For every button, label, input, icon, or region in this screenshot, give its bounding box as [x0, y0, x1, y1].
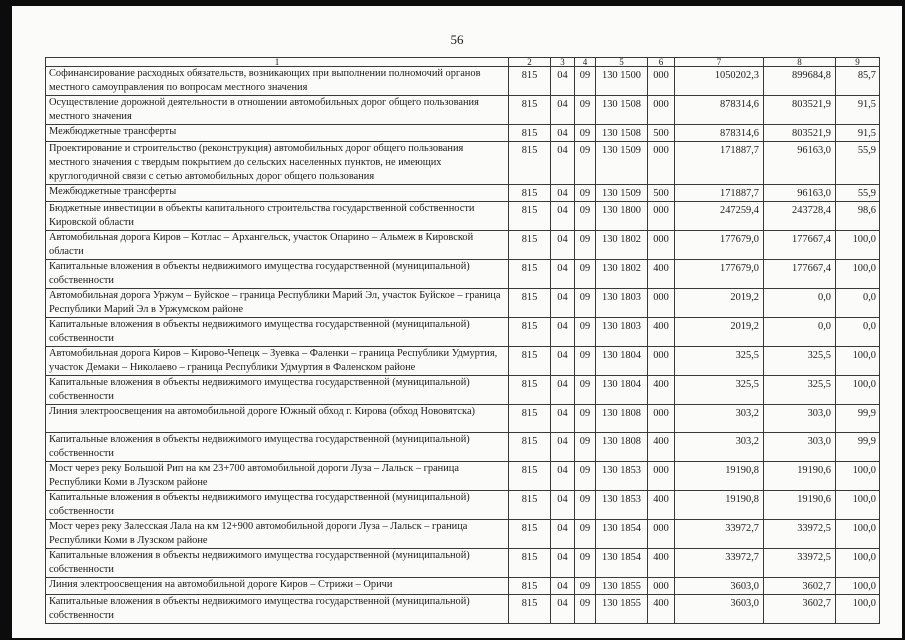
planned-amount-cell: 325,5 — [675, 376, 764, 405]
row-name-cell: Мост через реку Залесская Лала на км 12+900 автомобильной дороги Луза – Лальск – граница Республики Коми в Лузском районе — [46, 520, 509, 549]
row-name-cell: Капитальные вложения в объекты недвижимого имущества государственной (муниципальной) собственности — [46, 260, 509, 289]
planned-amount-cell: 171887,7 — [675, 185, 764, 202]
actual-amount-cell: 243728,4 — [764, 202, 836, 231]
code-target-cell: 130 1802 — [596, 231, 648, 260]
code-section-cell: 04 — [551, 462, 575, 491]
percent-cell: 100,0 — [836, 260, 880, 289]
actual-amount-cell: 19190,6 — [764, 491, 836, 520]
code-target-cell: 130 1853 — [596, 491, 648, 520]
code-type-cell: 400 — [648, 318, 675, 347]
code-subsection-cell: 09 — [575, 142, 596, 185]
code-admin-cell: 815 — [509, 405, 551, 433]
code-target-cell: 130 1509 — [596, 142, 648, 185]
code-target-cell: 130 1855 — [596, 595, 648, 624]
budget-table — [45, 57, 880, 624]
code-subsection-cell: 09 — [575, 289, 596, 318]
code-subsection-cell: 09 — [575, 376, 596, 405]
actual-amount-cell: 803521,9 — [764, 96, 836, 125]
actual-amount-cell: 33972,5 — [764, 549, 836, 578]
code-section-cell: 04 — [551, 376, 575, 405]
code-admin-cell: 815 — [509, 549, 551, 578]
code-admin-cell: 815 — [509, 520, 551, 549]
code-target-cell: 130 1802 — [596, 260, 648, 289]
code-subsection-cell: 09 — [575, 578, 596, 595]
percent-cell: 91,5 — [836, 125, 880, 142]
column-header: 2 — [509, 58, 551, 67]
code-target-cell: 130 1808 — [596, 405, 648, 433]
code-type-cell: 000 — [648, 96, 675, 125]
actual-amount-cell: 803521,9 — [764, 125, 836, 142]
column-header: 7 — [675, 58, 764, 67]
actual-amount-cell: 0,0 — [764, 318, 836, 347]
actual-amount-cell: 177667,4 — [764, 231, 836, 260]
table-row — [46, 289, 880, 318]
table-row — [46, 595, 880, 624]
row-name-cell: Капитальные вложения в объекты недвижимого имущества государственной (муниципальной) собственности — [46, 318, 509, 347]
code-admin-cell: 815 — [509, 491, 551, 520]
code-type-cell: 000 — [648, 202, 675, 231]
row-name-cell: Софинансирование расходных обязательств, возникающих при выполнении полномочий органов местного самоуправления по вопросам местного значения — [46, 67, 509, 96]
column-header: 3 — [551, 58, 575, 67]
code-admin-cell: 815 — [509, 433, 551, 462]
code-type-cell: 000 — [648, 142, 675, 185]
column-header: 1 — [46, 58, 509, 67]
code-subsection-cell: 09 — [575, 405, 596, 433]
code-admin-cell: 815 — [509, 185, 551, 202]
percent-cell: 0,0 — [836, 318, 880, 347]
percent-cell: 99,9 — [836, 405, 880, 433]
code-section-cell: 04 — [551, 125, 575, 142]
code-type-cell: 000 — [648, 405, 675, 433]
code-type-cell: 400 — [648, 376, 675, 405]
code-subsection-cell: 09 — [575, 433, 596, 462]
table-row — [46, 202, 880, 231]
percent-cell: 0,0 — [836, 289, 880, 318]
row-name-cell: Капитальные вложения в объекты недвижимого имущества государственной (муниципальной) собственности — [46, 549, 509, 578]
planned-amount-cell: 1050202,3 — [675, 67, 764, 96]
planned-amount-cell: 3603,0 — [675, 578, 764, 595]
code-section-cell: 04 — [551, 67, 575, 96]
code-section-cell: 04 — [551, 491, 575, 520]
code-admin-cell: 815 — [509, 462, 551, 491]
row-name-cell: Осуществление дорожной деятельности в отношении автомобильных дорог общего пользования местного значения — [46, 96, 509, 125]
percent-cell: 100,0 — [836, 549, 880, 578]
code-subsection-cell: 09 — [575, 347, 596, 376]
planned-amount-cell: 2019,2 — [675, 318, 764, 347]
planned-amount-cell: 878314,6 — [675, 125, 764, 142]
code-section-cell: 04 — [551, 185, 575, 202]
code-target-cell: 130 1508 — [596, 96, 648, 125]
code-target-cell: 130 1808 — [596, 433, 648, 462]
row-name-cell: Автомобильная дорога Киров – Котлас – Архангельск, участок Опарино – Альмеж в Кировской области — [46, 231, 509, 260]
row-name-cell: Капитальные вложения в объекты недвижимого имущества государственной (муниципальной) собственности — [46, 376, 509, 405]
table-row — [46, 433, 880, 462]
percent-cell: 99,9 — [836, 433, 880, 462]
table-row — [46, 260, 880, 289]
code-subsection-cell: 09 — [575, 96, 596, 125]
column-header: 8 — [764, 58, 836, 67]
code-subsection-cell: 09 — [575, 125, 596, 142]
document-page — [12, 6, 902, 638]
code-section-cell: 04 — [551, 595, 575, 624]
table-row — [46, 231, 880, 260]
code-subsection-cell: 09 — [575, 67, 596, 96]
percent-cell: 100,0 — [836, 491, 880, 520]
code-subsection-cell: 09 — [575, 549, 596, 578]
row-name-cell: Бюджетные инвестиции в объекты капитального строительства государственной собственности Кировской области — [46, 202, 509, 231]
code-section-cell: 04 — [551, 318, 575, 347]
code-section-cell: 04 — [551, 549, 575, 578]
planned-amount-cell: 177679,0 — [675, 231, 764, 260]
row-name-cell: Межбюджетные трансферты — [46, 185, 509, 202]
row-name-cell: Автомобильная дорога Уржум – Буйское – граница Республики Марий Эл, участок Буйское – граница Республики Марий Эл в Уржумском районе — [46, 289, 509, 318]
percent-cell: 100,0 — [836, 231, 880, 260]
code-section-cell: 04 — [551, 405, 575, 433]
code-subsection-cell: 09 — [575, 231, 596, 260]
code-target-cell: 130 1800 — [596, 202, 648, 231]
code-type-cell: 000 — [648, 578, 675, 595]
planned-amount-cell: 177679,0 — [675, 260, 764, 289]
percent-cell: 100,0 — [836, 462, 880, 491]
code-target-cell: 130 1509 — [596, 185, 648, 202]
row-name-cell: Капитальные вложения в объекты недвижимого имущества государственной (муниципальной) собственности — [46, 595, 509, 624]
code-type-cell: 500 — [648, 125, 675, 142]
row-name-cell: Межбюджетные трансферты — [46, 125, 509, 142]
code-section-cell: 04 — [551, 347, 575, 376]
percent-cell: 85,7 — [836, 67, 880, 96]
percent-cell: 55,9 — [836, 142, 880, 185]
code-subsection-cell: 09 — [575, 520, 596, 549]
code-target-cell: 130 1853 — [596, 462, 648, 491]
code-type-cell: 000 — [648, 289, 675, 318]
row-name-cell: Мост через реку Большой Рип на км 23+700 автомобильной дороги Луза – Лальск – граница Республики Коми в Лузском районе — [46, 462, 509, 491]
row-name-cell: Автомобильная дорога Киров – Кирово-Чепецк – Зуевка – Фаленки – граница Республики Удмуртия, участок Демаки – Николаево – граница Республики Удмуртия в Фаленском районе — [46, 347, 509, 376]
code-type-cell: 000 — [648, 67, 675, 96]
code-admin-cell: 815 — [509, 260, 551, 289]
percent-cell: 98,6 — [836, 202, 880, 231]
code-subsection-cell: 09 — [575, 595, 596, 624]
percent-cell: 100,0 — [836, 347, 880, 376]
table-row — [46, 491, 880, 520]
code-target-cell: 130 1500 — [596, 67, 648, 96]
code-section-cell: 04 — [551, 142, 575, 185]
code-subsection-cell: 09 — [575, 462, 596, 491]
percent-cell: 100,0 — [836, 595, 880, 624]
percent-cell: 55,9 — [836, 185, 880, 202]
percent-cell: 100,0 — [836, 520, 880, 549]
code-target-cell: 130 1855 — [596, 578, 648, 595]
page-number: 56 — [450, 32, 464, 47]
planned-amount-cell: 19190,8 — [675, 491, 764, 520]
code-section-cell: 04 — [551, 433, 575, 462]
planned-amount-cell: 325,5 — [675, 347, 764, 376]
code-subsection-cell: 09 — [575, 202, 596, 231]
table-row — [46, 578, 880, 595]
code-target-cell: 130 1508 — [596, 125, 648, 142]
row-name-cell: Проектирование и строительство (реконструкция) автомобильных дорог общего пользования местного значения с твердым покрытием до сельских населенных пунктов, не имеющих круглогодичной связи с сетью автомобильных дорог общего пользования — [46, 142, 509, 185]
column-header: 4 — [575, 58, 596, 67]
code-type-cell: 000 — [648, 520, 675, 549]
code-section-cell: 04 — [551, 520, 575, 549]
row-name-cell: Капитальные вложения в объекты недвижимого имущества государственной (муниципальной) собственности — [46, 433, 509, 462]
percent-cell: 100,0 — [836, 376, 880, 405]
planned-amount-cell: 878314,6 — [675, 96, 764, 125]
code-section-cell: 04 — [551, 231, 575, 260]
code-section-cell: 04 — [551, 260, 575, 289]
code-type-cell: 500 — [648, 185, 675, 202]
actual-amount-cell: 303,0 — [764, 405, 836, 433]
actual-amount-cell: 177667,4 — [764, 260, 836, 289]
actual-amount-cell: 96163,0 — [764, 142, 836, 185]
code-type-cell: 000 — [648, 462, 675, 491]
actual-amount-cell: 19190,6 — [764, 462, 836, 491]
code-admin-cell: 815 — [509, 318, 551, 347]
code-admin-cell: 815 — [509, 289, 551, 318]
code-type-cell: 400 — [648, 433, 675, 462]
column-header: 6 — [648, 58, 675, 67]
code-type-cell: 400 — [648, 491, 675, 520]
code-admin-cell: 815 — [509, 595, 551, 624]
code-admin-cell: 815 — [509, 578, 551, 595]
planned-amount-cell: 2019,2 — [675, 289, 764, 318]
code-section-cell: 04 — [551, 202, 575, 231]
planned-amount-cell: 247259,4 — [675, 202, 764, 231]
actual-amount-cell: 3602,7 — [764, 578, 836, 595]
planned-amount-cell: 3603,0 — [675, 595, 764, 624]
actual-amount-cell: 899684,8 — [764, 67, 836, 96]
code-target-cell: 130 1804 — [596, 376, 648, 405]
percent-cell: 91,5 — [836, 96, 880, 125]
table-row — [46, 520, 880, 549]
planned-amount-cell: 33972,7 — [675, 520, 764, 549]
code-target-cell: 130 1854 — [596, 549, 648, 578]
planned-amount-cell: 19190,8 — [675, 462, 764, 491]
code-admin-cell: 815 — [509, 142, 551, 185]
planned-amount-cell: 303,2 — [675, 433, 764, 462]
code-subsection-cell: 09 — [575, 318, 596, 347]
actual-amount-cell: 0,0 — [764, 289, 836, 318]
code-type-cell: 400 — [648, 260, 675, 289]
code-target-cell: 130 1804 — [596, 347, 648, 376]
actual-amount-cell: 325,5 — [764, 347, 836, 376]
actual-amount-cell: 96163,0 — [764, 185, 836, 202]
table-row — [46, 185, 880, 202]
planned-amount-cell: 33972,7 — [675, 549, 764, 578]
table-row — [46, 125, 880, 142]
table-row — [46, 405, 880, 433]
actual-amount-cell: 303,0 — [764, 433, 836, 462]
table-row — [46, 67, 880, 96]
table-row — [46, 142, 880, 185]
code-subsection-cell: 09 — [575, 491, 596, 520]
code-target-cell: 130 1803 — [596, 318, 648, 347]
column-header: 5 — [596, 58, 648, 67]
code-section-cell: 04 — [551, 578, 575, 595]
code-target-cell: 130 1803 — [596, 289, 648, 318]
row-name-cell: Линия электроосвещения на автомобильной дороге Южный обход г. Кирова (обход Нововятска) — [46, 405, 509, 433]
table-row — [46, 318, 880, 347]
percent-cell: 100,0 — [836, 578, 880, 595]
table-row — [46, 462, 880, 491]
code-type-cell: 400 — [648, 595, 675, 624]
table-row — [46, 347, 880, 376]
code-admin-cell: 815 — [509, 376, 551, 405]
row-name-cell: Капитальные вложения в объекты недвижимого имущества государственной (муниципальной) собственности — [46, 491, 509, 520]
code-admin-cell: 815 — [509, 347, 551, 376]
planned-amount-cell: 303,2 — [675, 405, 764, 433]
planned-amount-cell: 171887,7 — [675, 142, 764, 185]
code-type-cell: 000 — [648, 231, 675, 260]
code-subsection-cell: 09 — [575, 260, 596, 289]
table-row — [46, 376, 880, 405]
code-subsection-cell: 09 — [575, 185, 596, 202]
actual-amount-cell: 3602,7 — [764, 595, 836, 624]
code-target-cell: 130 1854 — [596, 520, 648, 549]
table-row — [46, 549, 880, 578]
actual-amount-cell: 325,5 — [764, 376, 836, 405]
table-row — [46, 96, 880, 125]
column-header: 9 — [836, 58, 880, 67]
code-section-cell: 04 — [551, 289, 575, 318]
code-type-cell: 400 — [648, 549, 675, 578]
row-name-cell: Линия электроосвещения на автомобильной дороге Киров – Стрижи – Оричи — [46, 578, 509, 595]
code-admin-cell: 815 — [509, 96, 551, 125]
code-section-cell: 04 — [551, 96, 575, 125]
code-admin-cell: 815 — [509, 231, 551, 260]
code-admin-cell: 815 — [509, 202, 551, 231]
column-number-row — [46, 58, 880, 67]
code-admin-cell: 815 — [509, 125, 551, 142]
code-type-cell: 000 — [648, 347, 675, 376]
code-admin-cell: 815 — [509, 67, 551, 96]
actual-amount-cell: 33972,5 — [764, 520, 836, 549]
